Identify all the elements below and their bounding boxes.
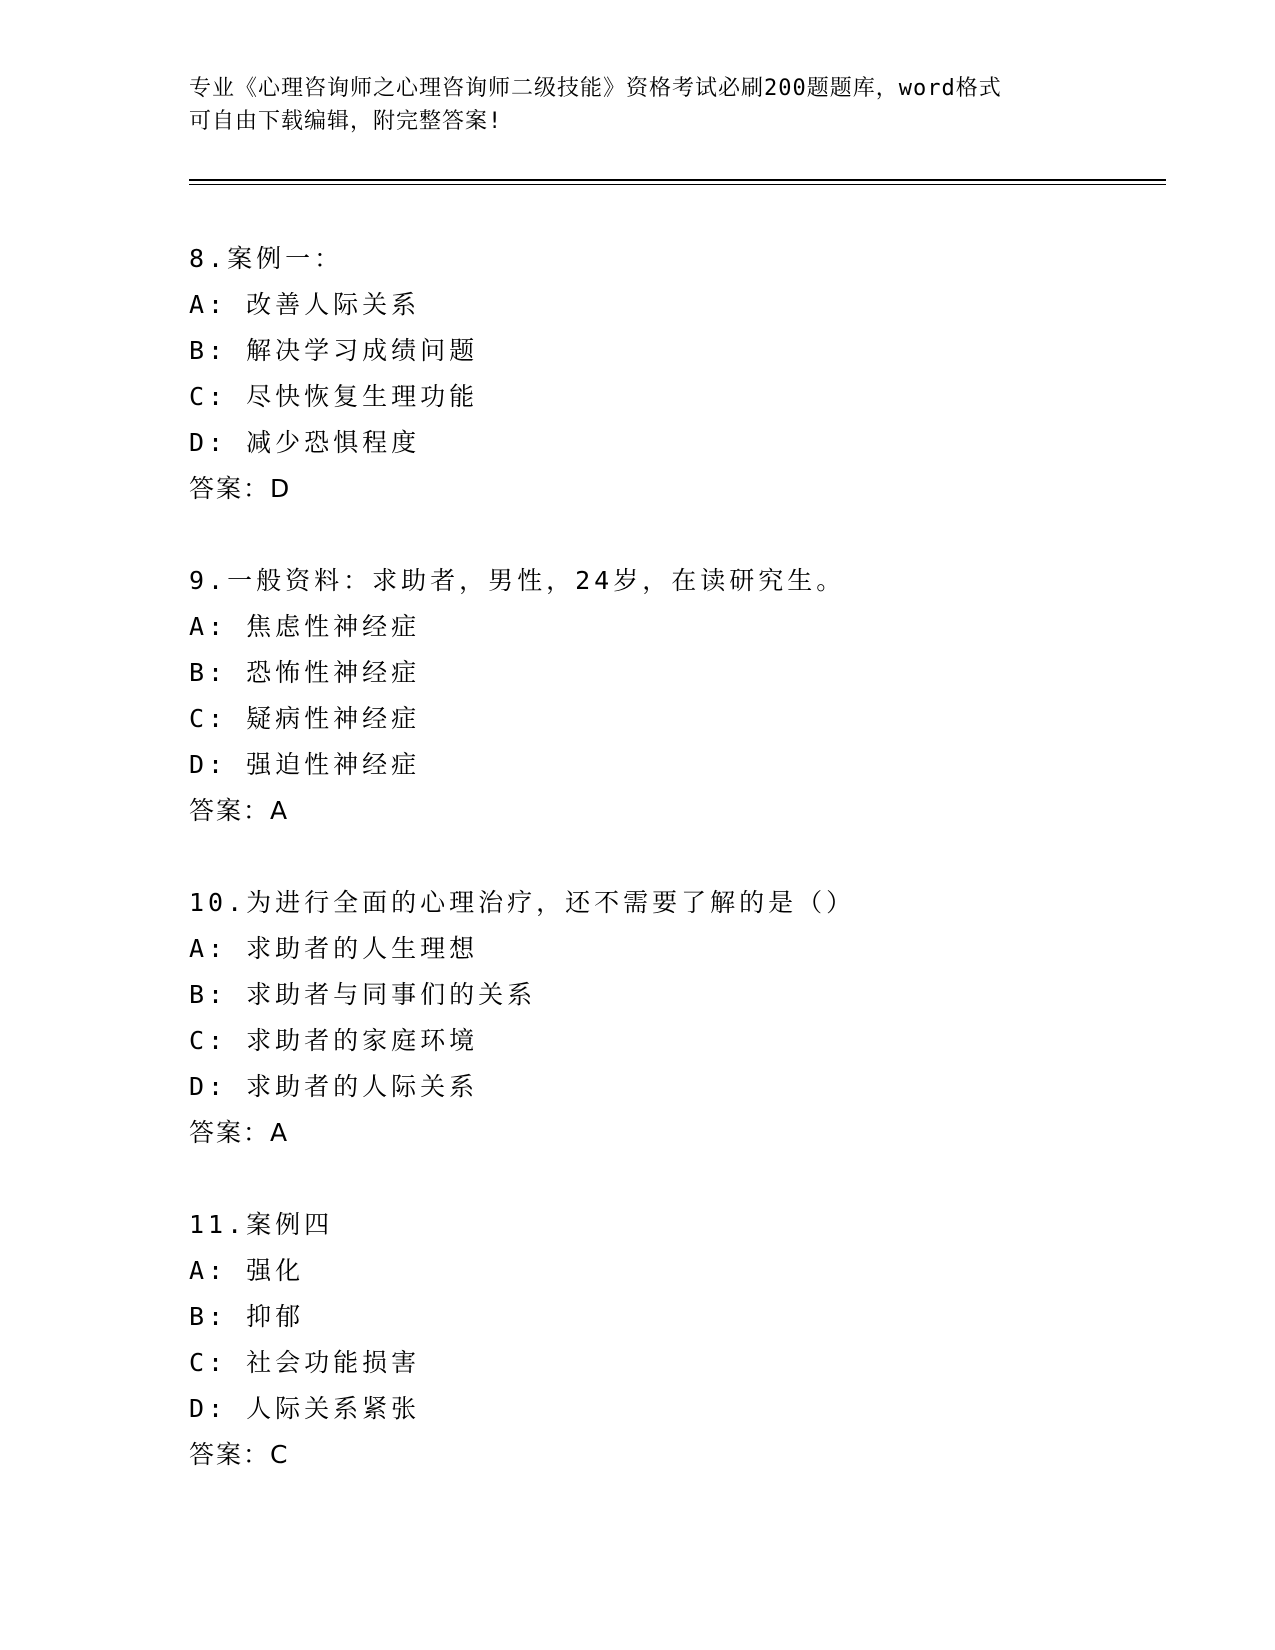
option-a: A: 强化	[189, 1256, 305, 1285]
option-b: B: 求助者与同事们的关系	[189, 980, 537, 1009]
option-b: B: 恐怖性神经症	[189, 658, 421, 687]
option-c: C: 求助者的家庭环境	[189, 1026, 479, 1055]
question-8	[189, 236, 1169, 512]
answer: 答案：A	[189, 1118, 290, 1147]
question-title: 8.案例一：	[189, 244, 344, 273]
option-c: C: 疑病性神经症	[189, 704, 421, 733]
option-d: D: 减少恐惧程度	[189, 428, 421, 457]
option-d: D: 强迫性神经症	[189, 750, 421, 779]
header-line-1: 专业《心理咨询师之心理咨询师二级技能》资格考试必刷200题题库，word格式	[189, 76, 1002, 101]
question-10	[189, 880, 1169, 1156]
answer: 答案：D	[189, 474, 292, 503]
question-title: 10.为进行全面的心理治疗，还不需要了解的是（）	[189, 888, 856, 917]
option-b: B: 解决学习成绩问题	[189, 336, 479, 365]
option-c: C: 尽快恢复生理功能	[189, 382, 479, 411]
option-a: A: 焦虑性神经症	[189, 612, 421, 641]
question-11	[189, 1202, 1169, 1478]
header-line-2: 可自由下载编辑，附完整答案!	[189, 109, 503, 134]
header-divider-thin	[189, 184, 1166, 185]
question-title: 11.案例四	[189, 1210, 334, 1239]
question-9	[189, 558, 1169, 834]
header-divider-thick	[189, 179, 1166, 181]
option-a: A: 求助者的人生理想	[189, 934, 479, 963]
option-d: D: 求助者的人际关系	[189, 1072, 479, 1101]
option-a: A: 改善人际关系	[189, 290, 421, 319]
question-list	[189, 236, 1169, 1524]
answer: 答案：C	[189, 1440, 290, 1469]
option-b: B: 抑郁	[189, 1302, 305, 1331]
answer: 答案：A	[189, 796, 290, 825]
question-title: 9.一般资料：求助者，男性，24岁，在读研究生。	[189, 566, 846, 595]
option-c: C: 社会功能损害	[189, 1348, 421, 1377]
document-header	[189, 72, 1089, 138]
option-d: D: 人际关系紧张	[189, 1394, 421, 1423]
